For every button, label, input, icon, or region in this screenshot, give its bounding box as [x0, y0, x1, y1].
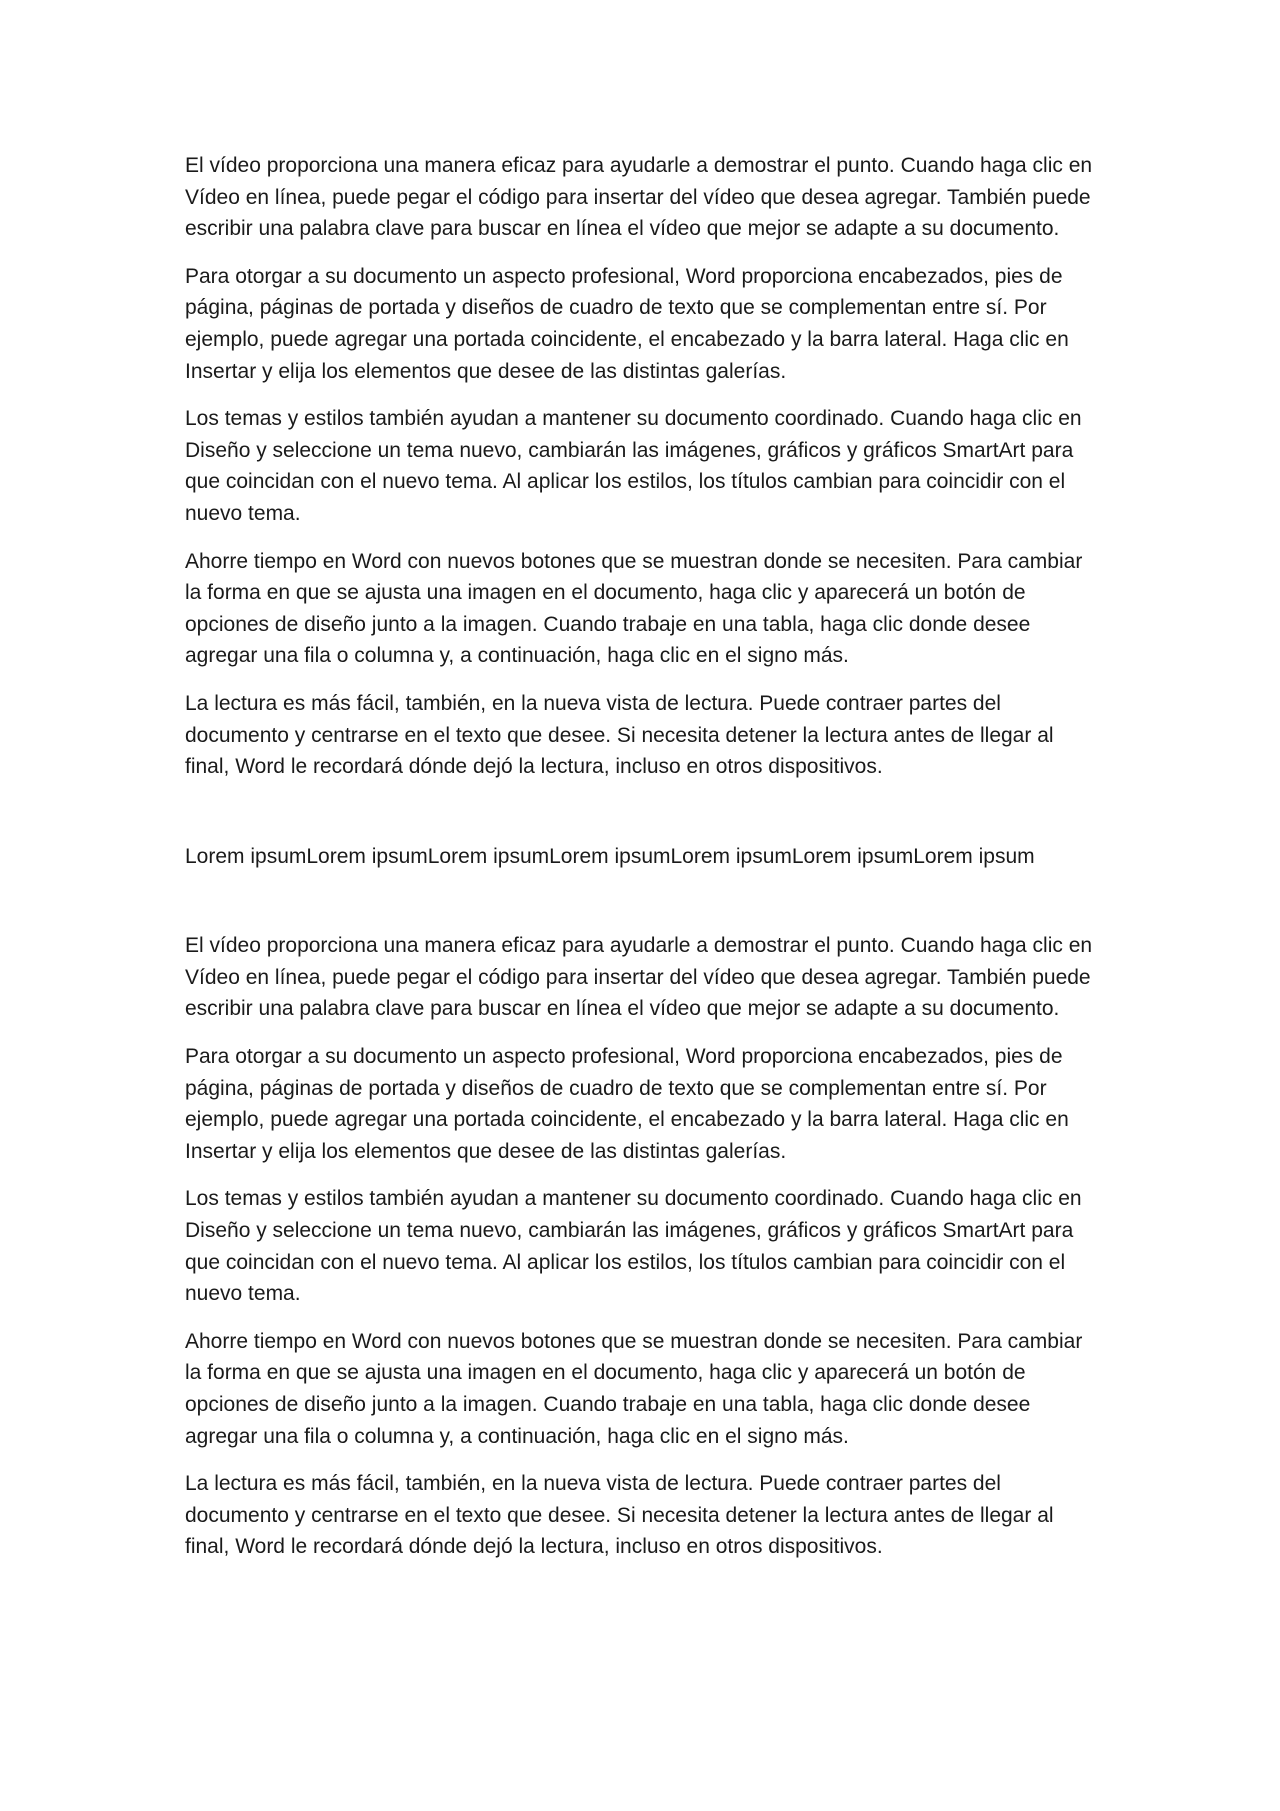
section-1-paragraph-4: Ahorre tiempo en Word con nuevos botones que se muestran donde se necesiten. Para cambiar la forma en que se ajusta una imagen en el documento, haga clic y aparecerá un botón de opciones de diseño junto a la imagen. Cuando trabaje en una tabla, haga clic donde desee agregar una fila o columna y, a continuación, haga clic en el signo más. [185, 549, 1083, 668]
section-2-paragraph-4: Ahorre tiempo en Word con nuevos botones que se muestran donde se necesiten. Para cambiar la forma en que se ajusta una imagen en el documento, haga clic y aparecerá un botón de opciones de diseño junto a la imagen. Cuando trabaje en una tabla, haga clic donde desee agregar una fila o columna y, a continuación, haga clic en el signo más. [185, 1329, 1083, 1448]
section-2-paragraph-5: La lectura es más fácil, también, en la nueva vista de lectura. Puede contraer partes del documento y centrarse en el texto que desee. Si necesita detener la lectura antes de llegar al final, Word le recordará dónde dejó la lectura, incluso en otros dispositivos. [185, 1472, 1054, 1559]
section-1-paragraph-2: Para otorgar a su documento un aspecto profesional, Word proporciona encabezados, pies de página, páginas de portada y diseños de cuadro de texto que se complementan entre sí. Por ejemplo, puede agregar una portada coincidente, el encabezado y la barra lateral. Haga clic en Insertar y elija los elementos que desee de las distintas galerías. [185, 264, 1069, 383]
section-1-paragraph-1: El vídeo proporciona una manera eficaz para ayudarle a demostrar el punto. Cuando haga clic en Vídeo en línea, puede pegar el código para insertar del vídeo que desea agregar. También puede escribir una palabra clave para buscar en línea el vídeo que mejor se adapte a su documento. [185, 154, 1093, 241]
section-1-paragraph-3: Los temas y estilos también ayudan a mantener su documento coordinado. Cuando haga clic en Diseño y seleccione un tema nuevo, cambiarán las imágenes, gráficos y gráficos SmartArt para que coincidan con el nuevo tema. Al aplicar los estilos, los títulos cambian para coincidir con el nuevo tema. [185, 407, 1082, 525]
document-body[interactable] [185, 150, 1100, 1579]
section-2-paragraph-3: Los temas y estilos también ayudan a mantener su documento coordinado. Cuando haga clic en Diseño y seleccione un tema nuevo, cambiarán las imágenes, gráficos y gráficos SmartArt para que coincidan con el nuevo tema. Al aplicar los estilos, los títulos cambian para coincidir con el nuevo tema. [185, 1187, 1082, 1306]
section-2-paragraph-1: El vídeo proporciona una manera eficaz para ayudarle a demostrar el punto. Cuando haga clic en Vídeo en línea, puede pegar el código para insertar del vídeo que desea agregar. También puede escribir una palabra clave para buscar en línea el vídeo que mejor se adapte a su documento. [185, 934, 1093, 1021]
section-2-paragraph-2: Para otorgar a su documento un aspecto profesional, Word proporciona encabezados, pies de página, páginas de portada y diseños de cuadro de texto que se complementan entre sí. Por ejemplo, puede agregar una portada coincidente, el encabezado y la barra lateral. Haga clic en Insertar y elija los elementos que desee de las distintas galerías. [185, 1045, 1069, 1163]
lorem-ipsum-line: Lorem ipsumLorem ipsumLorem ipsumLorem ipsumLorem ipsumLorem ipsumLorem ipsum [185, 844, 1035, 868]
section-1-paragraph-5: La lectura es más fácil, también, en la nueva vista de lectura. Puede contraer partes del documento y centrarse en el texto que desee. Si necesita detener la lectura antes de llegar al final, Word le recordará dónde dejó la lectura, incluso en otros dispositivos. [185, 691, 1054, 779]
